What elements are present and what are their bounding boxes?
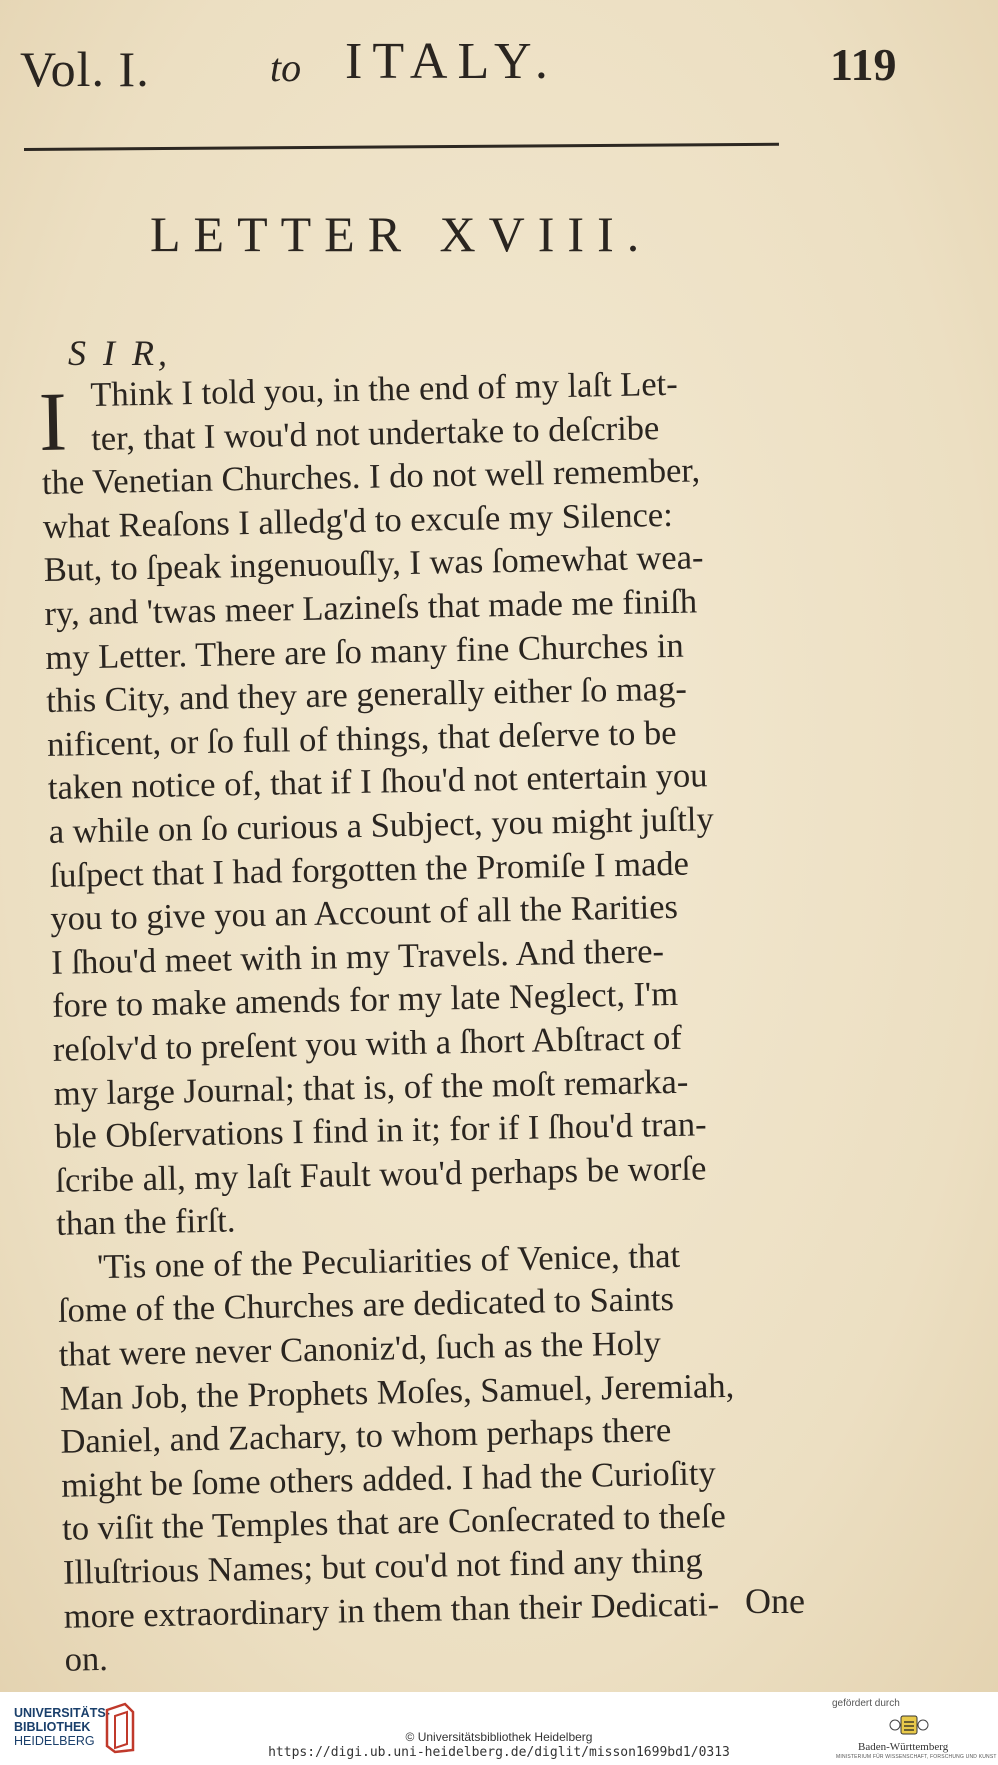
university-name-line: BIBLIOTHEK: [14, 1720, 91, 1734]
text-line: ſuſpect that I had forgotten the Promiſe I made: [49, 844, 690, 895]
text-line: than the firſt.: [55, 1201, 236, 1244]
text-line: to viſit the Temples that are Conſecrated to theſe: [61, 1497, 727, 1549]
text-line: nificent, or ſo full of things, that deſerve to be: [46, 713, 677, 764]
body-text: [40, 360, 835, 1682]
text-line: fore to make amends for my late Neglect, I'm: [51, 975, 679, 1026]
letter-heading: LETTER XVIII.: [150, 206, 653, 262]
text-line: my large Journal; that is, of the moſt remarka-: [53, 1062, 689, 1113]
salutation: S I R,: [68, 333, 171, 373]
text-line: I ſhou'd meet with in my Travels. And there-: [50, 931, 665, 982]
text-line: that were never Canoniz'd, ſuch as the Holy: [58, 1324, 662, 1374]
text-line: ſcribe all, my laſt Fault wou'd perhaps be worſe: [55, 1149, 707, 1200]
copyright-notice: © Universitätsbibliothek Heidelberg: [405, 1730, 593, 1744]
text-line: ry, and 'twas meer Lazineſs that made me finiſh: [44, 582, 698, 633]
text-line: my Letter. There are ſo many fine Churches in: [45, 626, 685, 677]
text-line: taken notice of, that if I ſhou'd not entertain you: [47, 756, 708, 808]
text-line: what Reaſons I alledg'd to excuſe my Silence:: [42, 495, 674, 546]
text-line: you to give you an Account of all the Rarities: [50, 887, 679, 939]
text-line: a while on ſo curious a Subject, you might juſtly: [48, 800, 715, 851]
text-line: reſolv'd to preſent you with a ſhort Abſtract of: [52, 1018, 683, 1069]
text-line: But, to ſpeak ingenuouſly, I was ſomewhat wea-: [43, 538, 704, 590]
text-line: ter, that I wou'd not undertake to deſcribe: [90, 408, 660, 458]
text-line: the Venetian Churches. I do not well remember,: [41, 451, 701, 503]
header-rule: [24, 143, 779, 151]
university-name-line: UNIVERSITÄTS-: [14, 1706, 110, 1720]
state-name: Baden-Württemberg: [858, 1741, 949, 1753]
running-head: [20, 32, 897, 102]
sponsor-label: gefördert durch: [832, 1698, 900, 1709]
permalink-url[interactable]: https://digi.ub.uni-heidelberg.de/diglit/misson1699bd1/0313: [268, 1745, 730, 1760]
text-line: ſome of the Churches are dedicated to Saints: [57, 1280, 675, 1331]
text-line: this City, and they are generally either ſo mag-: [45, 669, 688, 721]
catchword: One: [745, 1581, 805, 1621]
text-line: more extraordinary in them than their Dedicati-: [63, 1584, 720, 1636]
text-line: on.: [64, 1640, 109, 1679]
text-line: Man Job, the Prophets Moſes, Samuel, Jeremiah,: [59, 1366, 735, 1418]
text-line: 'Tis one of the Peculiarities of Venice, that: [96, 1236, 681, 1286]
ministry-label: MINISTERIUM FÜR WISSENSCHAFT, FORSCHUNG UND KUNST: [836, 1754, 997, 1760]
page-number: 119: [830, 39, 897, 90]
text-line: might be ſome others added. I had the Curioſity: [60, 1454, 716, 1505]
coat-of-arms-icon: [888, 1714, 930, 1736]
drop-cap: I: [38, 375, 68, 470]
text-line: ble Obſervations I find in it; for if I ſhou'd tran-: [54, 1105, 707, 1156]
footer-bar: [0, 1692, 998, 1765]
text-line: Illuſtrious Names; but cou'd not find any thing: [62, 1541, 703, 1592]
running-head-title: ITALY.: [345, 33, 558, 90]
line-text: Think I told you, in the end of my laſt Let-: [90, 364, 678, 415]
running-head-to: to: [270, 45, 302, 90]
volume-label: Vol. I.: [20, 41, 150, 97]
text-line: Daniel, and Zachary, to whom perhaps there: [60, 1411, 672, 1462]
university-name-line: HEIDELBERG: [14, 1734, 95, 1748]
